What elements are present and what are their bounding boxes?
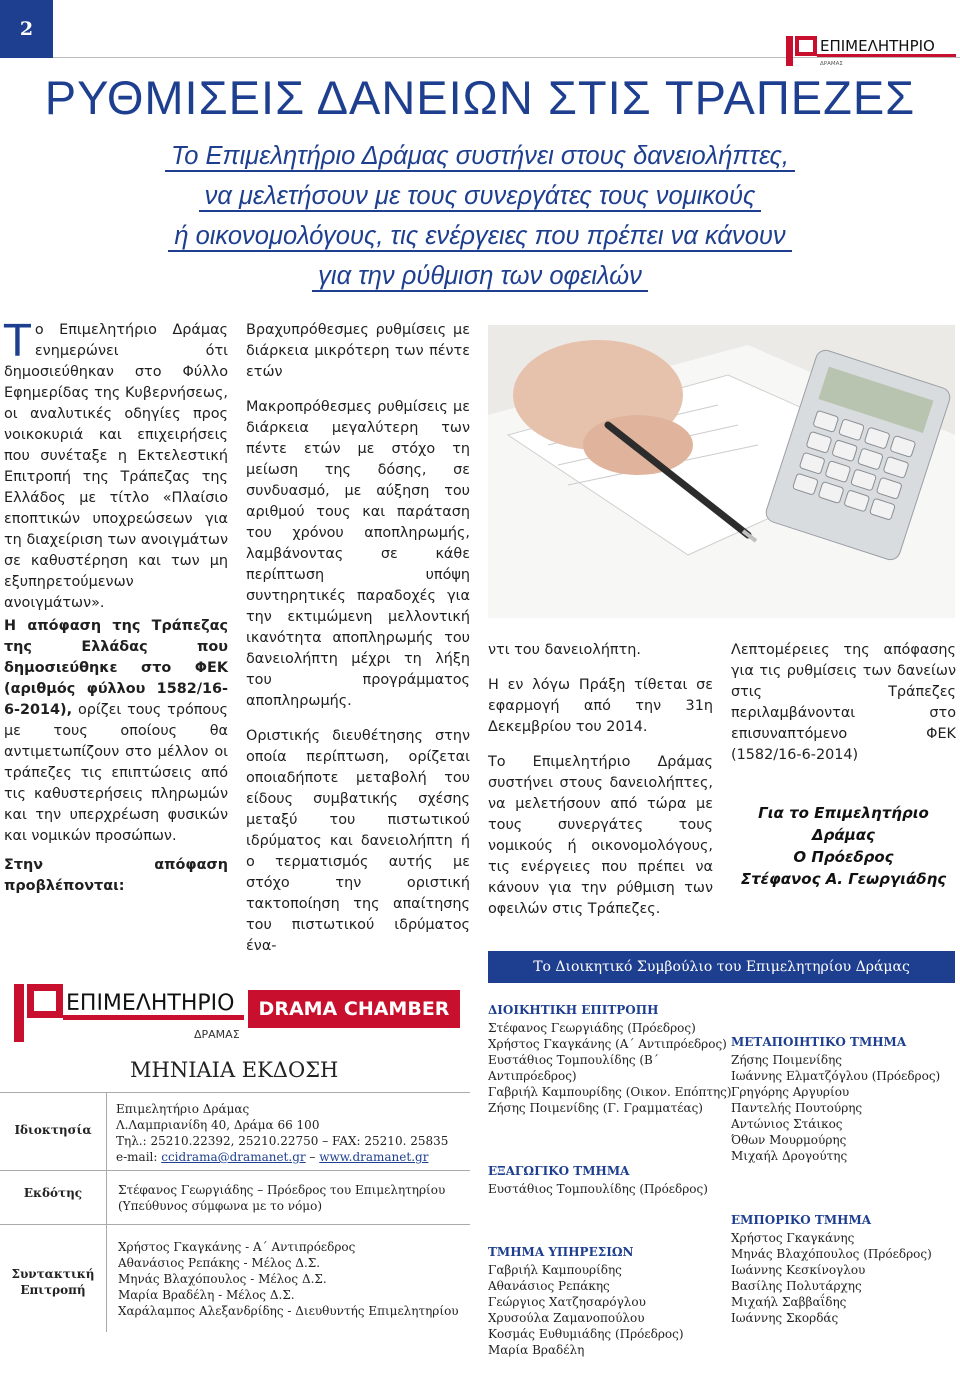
dropcap: Τ bbox=[4, 316, 31, 367]
editorial-details: Χρήστος Γκαγκάνης - Α΄ Αντιπρόεδρος Αθανάσιος Ρεπάκης - Μέλος Δ.Σ. Μηνάς Βλαχόπουλος - Μέλος Δ.Σ. Μαρία Βραδέλη - Μέλος Δ.Σ. Χαράλαμπος Αλεξανδρίδης - Διευθυντής Επιμελητηρίου bbox=[118, 1240, 459, 1318]
masthead-rule-2 bbox=[0, 1170, 470, 1171]
label-editorial-2: Επιτροπή bbox=[20, 1283, 86, 1297]
section-commerce: ΕΜΠΟΡΙΚΟ ΤΜΗΜΑ Χρήστος Γκαγκάνης Μηνάς Βλαχόπουλος (Πρόεδρος) Ιωάννης Κεσκίνογλου Βασίλης Πολυτάρχης Μιχαήλ Σαββαΐδης Ιωάννης Σκορδάς bbox=[731, 1213, 932, 1325]
label-editorial-1: Συντακτική bbox=[11, 1267, 95, 1281]
logo-top-sub: ΔΡΑΜΑΣ bbox=[820, 61, 843, 67]
masthead-divider bbox=[106, 1092, 107, 1332]
section-manufacturing: ΜΕΤΑΠΟΙΗΤΙΚΟ ΤΜΗΜΑ Ζήσης Ποιμενίδης Ιωάννης Ελματζόγλου (Πρόεδρος) Γρηγόρης Αργυρίου Παντελής Πουτούρης Αντώνιος Στάικος Όθων Μουρμούρης Μιχαήλ Δρογούτης bbox=[731, 1035, 941, 1163]
page-number: 2 bbox=[0, 0, 53, 58]
chamber-logo-large bbox=[14, 980, 244, 1048]
col1-para-1: Το Επιμελητήριο Δράμας ενημερώνει ότι δημοσιεύθηκαν στο Φύλλο Εφημερίδας της Κυβερνήσεως, οι αναλυτικές οδηγίες προς νοικοκυριά και επιχειρήσεις που συνέταξε η Εκτελεστική Επιτροπή της Τράπεζας της Ελλάδος με τίτλο «Πλαίσιο εποπτικών υποχρεώσεων για τη διαχείριση των ανοιγμάτων σε καθυστέρηση και των μη εξυπηρετούμενων ανοιγμάτων». bbox=[4, 316, 228, 611]
signature-line-3: Ο Πρόεδρος bbox=[793, 848, 894, 866]
article-col-2 bbox=[246, 320, 470, 957]
calculator-photo bbox=[488, 325, 955, 618]
col3-para-1: ντι του δανειολήπτη. bbox=[488, 642, 641, 658]
col4-para-1: Λεπτομέρειες της απόφασης για τις ρυθμίσεις των δανείων στις Τράπεζες περιλαμβάνονται στο επισυναπτόμενο ΦΕΚ (1582/16-6-2014) bbox=[731, 642, 956, 763]
article-col-1 bbox=[4, 316, 228, 897]
col2-para-3: Οριστικής διευθέτησης στην οποία περίπτωση, ορίζεται οποιαδήποτε μεταβολή του είδους συμβατικής σχέσης μεταξύ του πιστωτικού ιδρύματος και δανειολήπτη ή ο τερματισμός αυτής με στόχο την οριστική τακτοποίηση της απαίτησης του πιστωτικού ιδρύματος ένα- bbox=[246, 728, 470, 954]
masthead-rule-1 bbox=[0, 1092, 470, 1093]
col1-para-2: Η απόφαση της Τράπεζας της Ελλάδας που δημοσιεύθηκε στο ΦΕΚ (αριθμός φύλλου 1582/16-6-2014), ορίζει τους τρόπους με τους οποίους θα αντιμετωπίζουν στο μέλλον οι τράπεζες τις επιπτώσεις από τις καθυστερήσεις πληρωμών και την υπερχρέωση φυσικών και νομικών προσώπων. bbox=[4, 618, 228, 844]
logo-top-text: ΕΠΙΜΕΛΗΤΗΡΙΟ bbox=[820, 37, 935, 55]
subheadline-3: ή οικονομολόγους, τις ενέργειες που πρέπει να κάνουν bbox=[0, 222, 960, 251]
subheadline-2: να μελετήσουν με τους συνεργάτες τους νομικούς bbox=[0, 182, 960, 211]
publisher-details: Στέφανος Γεωργιάδης – Πρόεδρος του Επιμελητηρίου (Υπεύθυνος σύμφωνα με το νόμο) bbox=[118, 1183, 446, 1213]
logo-large-sub: ΔΡΑΜΑΣ bbox=[194, 1028, 240, 1041]
col3-para-2: Η εν λόγω Πράξη τίθεται σε εφαρμογή από την 31η Δεκεμβρίου του 2014. bbox=[488, 677, 713, 735]
col1-para-3: Στην απόφαση προβλέπονται: bbox=[4, 857, 228, 894]
headline: ΡΥΘΜΙΣΕΙΣ ΔΑΝΕΙΩΝ ΣΤΙΣ ΤΡΑΠΕΖΕΣ bbox=[44, 71, 916, 124]
website-link[interactable]: www.dramanet.gr bbox=[319, 1150, 429, 1164]
article-col-4 bbox=[731, 640, 956, 890]
signature-line-4: Στέφανος Α. Γεωργιάδης bbox=[740, 870, 947, 888]
email-link[interactable]: ccidrama@dramanet.gr bbox=[161, 1150, 306, 1164]
monthly-edition-title: ΜΗΝΙΑΙΑ ΕΚΔΟΣΗ bbox=[130, 1058, 339, 1082]
board-banner: Το Διοικητικό Συμβούλιο του Επιμελητηρίου Δράμας bbox=[488, 951, 955, 983]
subheadline-4: για την ρύθμιση των οφειλών bbox=[0, 262, 960, 291]
label-publisher: Εκδότης bbox=[23, 1186, 83, 1200]
subheadline-1: Το Επιμελητήριο Δράμας συστήνει στους δανειολήπτες, bbox=[0, 142, 960, 171]
logo-large-text: ΕΠΙΜΕΛΗΤΗΡΙΟ bbox=[66, 991, 235, 1016]
chamber-logo-top bbox=[786, 34, 956, 68]
drama-chamber-banner: DRAMA CHAMBER bbox=[248, 990, 460, 1028]
article-col-3 bbox=[488, 640, 713, 920]
signature-line-2: Δράμας bbox=[812, 826, 875, 844]
section-admin-committee: ΔΙΟΙΚΗΤΙΚΗ ΕΠΙΤΡΟΠΗ Στέφανος Γεωργιάδης (Πρόεδρος) Χρήστος Γκαγκάνης (Α΄ Αντιπρόεδρος) Ευστάθιος Τομπουλίδης (Β΄ Αντιπρόεδρος) Γαβριήλ Καμπουρίδης (Οικον. Επόπτης) Ζήσης Ποιμενίδης (Γ. Γραμματέας) bbox=[488, 1003, 732, 1115]
section-services: ΤΜΗΜΑ ΥΠΗΡΕΣΙΩΝ Γαβριήλ Καμπουρίδης Αθανάσιος Ρεπάκης Γεώργιος Χατζησαρόγλου Χρυσούλα Ζαμανοπούλου Κοσμάς Ευθυμιάδης (Πρόεδρος) Μαρία Βραδέλη bbox=[488, 1245, 684, 1357]
signature-line-1: Για το Επιμελητήριο bbox=[758, 804, 929, 822]
col2-para-1: Βραχυπρόθεσμες ρυθμίσεις με διάρκεια μικρότερη των πέντε ετών bbox=[246, 322, 470, 380]
col3-para-3: Το Επιμελητήριο Δράμας συστήνει στους δανειολήπτες, να μελετήσουν από τώρα με τους συνεργάτες τους νομικούς ή οικονομολόγους, τις ενέργειες που πρέπει να κάνουν για την ρύθμιση των οφειλών στις Τράπεζες. bbox=[488, 754, 713, 917]
col2-para-2: Μακροπρόθεσμες ρυθμίσεις με διάρκεια μεγαλύτερη των πέντε ετών με στόχο τη μείωση της δόσης, σε συνδυασμό, με αύξηση του αριθμού τους και παράταση του χρόνου αποπληρωμής, λαμβάνοντας σε κάθε περίπτωση υπόψη συντηρητικές παραδοχές για την εκτιμώμενη μελλοντική ικανότητα αποπληρωμής του δανειολήπτη μέχρι τη λήξη του προγράμματος αποπληρωμής. bbox=[246, 399, 470, 709]
calculator-photo-illustration bbox=[488, 325, 955, 618]
label-owner: Ιδιοκτησία bbox=[14, 1123, 92, 1137]
masthead-rule-3 bbox=[0, 1224, 470, 1225]
owner-details: Επιμελητήριο Δράμας Λ.Λαμπριανίδη 40, Δράμα 66 100 Τηλ.: 25210.22392, 25210.22750 – FAX: 25210. 25835 e-mail: ccidrama@dramanet.gr – www.dramanet.gr bbox=[116, 1102, 449, 1164]
section-export: ΕΞΑΓΩΓΙΚΟ ΤΜΗΜΑ Ευστάθιος Τομπουλίδης (Πρόεδρος) bbox=[488, 1164, 708, 1196]
